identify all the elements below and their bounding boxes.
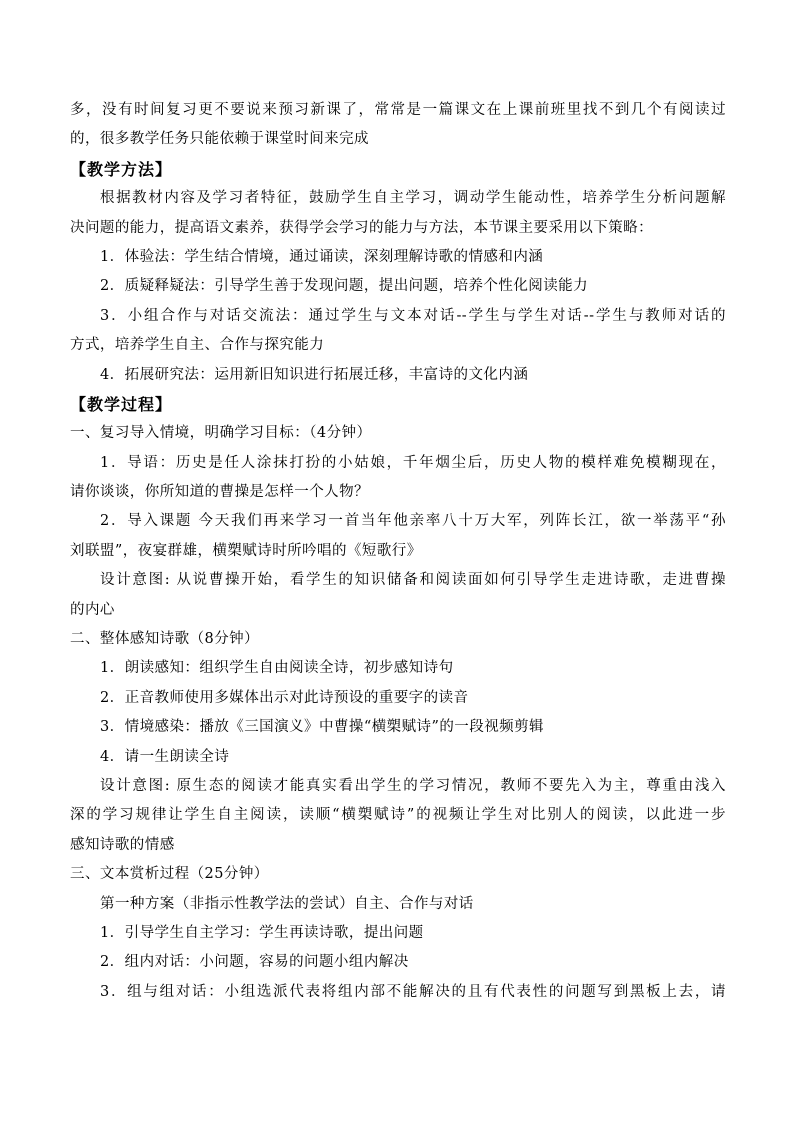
subsection-heading: 二、整体感知诗歌（8分钟） xyxy=(70,631,260,648)
list-item: 1．引导学生自主学习：学生再读诗歌，提出问题 xyxy=(100,924,424,941)
list-item: 1．体验法：学生结合情境，通过诵读，深刻理解诗歌的情感和内涵 xyxy=(100,248,544,265)
list-item: 4．请一生朗读全诗 xyxy=(100,748,230,765)
paragraph-line: 刘联盟”，夜宴群雄，横槊赋诗时所吟唱的《短歌行》 xyxy=(70,542,422,559)
paragraph-line: 第一种方案（非指示性教学法的尝试）自主、合作与对话 xyxy=(100,895,474,912)
design-intent-line: 设计意图: 从说曹操开始，看学生的知识储备和阅读面如何引导学生走进诗歌，走进曹操 xyxy=(100,572,726,589)
section-heading-teaching-methods: 【教学方法】 xyxy=(70,159,173,179)
list-item: 1．朗读感知：组织学生自由阅读全诗，初步感知诗句 xyxy=(100,660,454,677)
list-item: 1．导语：历史是任人涂抹打扮的小姑娘，千年烟尘后，历史人物的模样难免模糊现在， xyxy=(100,454,726,471)
paragraph-line: 请你谈谈，你所知道的曹操是怎样一个人物？ xyxy=(70,484,369,501)
list-item: 3．小组合作与对话交流法：通过学生与文本对话--学生与学生对话--学生与教师对话的 xyxy=(100,307,726,324)
list-item: 3．情境感染：播放《三国演义》中曹操“横槊赋诗”的一段视频剪辑 xyxy=(100,719,544,736)
paragraph-line: 感知诗歌的情感 xyxy=(70,836,175,853)
list-item: 4．拓展研究法：运用新旧知识进行拓展迁移，丰富诗的文化内涵 xyxy=(100,366,529,383)
document-page xyxy=(70,96,726,1007)
design-intent-line: 设计意图: 原生态的阅读才能真实看出学生的学习情况，教师不要先入为主，尊重由浅入 xyxy=(100,777,726,794)
list-item: 2．正音教师使用多媒体出示对此诗预设的重要字的读音 xyxy=(100,689,469,706)
paragraph-line: 多，没有时间复习更不要说来预习新课了，常常是一篇课文在上课前班里找不到几个有阅读过 xyxy=(70,102,726,118)
paragraph-line: 的，很多教学任务只能依赖于课堂时间来完成 xyxy=(70,131,369,148)
list-item: 2．导入课题 今天我们再来学习一首当年他亲率八十万大军，列阵长江，欲一举荡平“孙 xyxy=(100,513,726,530)
subsection-heading: 一、复习导入情境，明确学习目标：（4分钟） xyxy=(70,425,372,442)
paragraph-line: 根据教材内容及学习者特征，鼓励学生自主学习，调动学生能动性，培养学生分析问题解 xyxy=(100,190,726,207)
list-item: 2．质疑释疑法：引导学生善于发现问题，提出问题，培养个性化阅读能力 xyxy=(100,278,589,295)
list-item: 3．组与组对话：小组选派代表将组内部不能解决的且有代表性的问题写到黑板上去，请 xyxy=(100,983,726,1000)
paragraph-line: 深的学习规律让学生自主阅读，读顺“横槊赋诗”的视频让学生对比别人的阅读，以此进一步 xyxy=(70,807,726,824)
list-item: 2．组内对话：小问题，容易的问题小组内解决 xyxy=(100,954,409,971)
paragraph-line: 决问题的能力，提高语文素养，获得学会学习的能力与方法，本节课主要采用以下策略： xyxy=(70,219,654,236)
section-heading-teaching-process: 【教学过程】 xyxy=(70,394,173,414)
paragraph-line: 方式，培养学生自主、合作与探究能力 xyxy=(70,337,325,354)
subsection-heading: 三、文本赏析过程（25分钟） xyxy=(70,866,269,883)
paragraph-line: 的内心 xyxy=(70,601,115,618)
